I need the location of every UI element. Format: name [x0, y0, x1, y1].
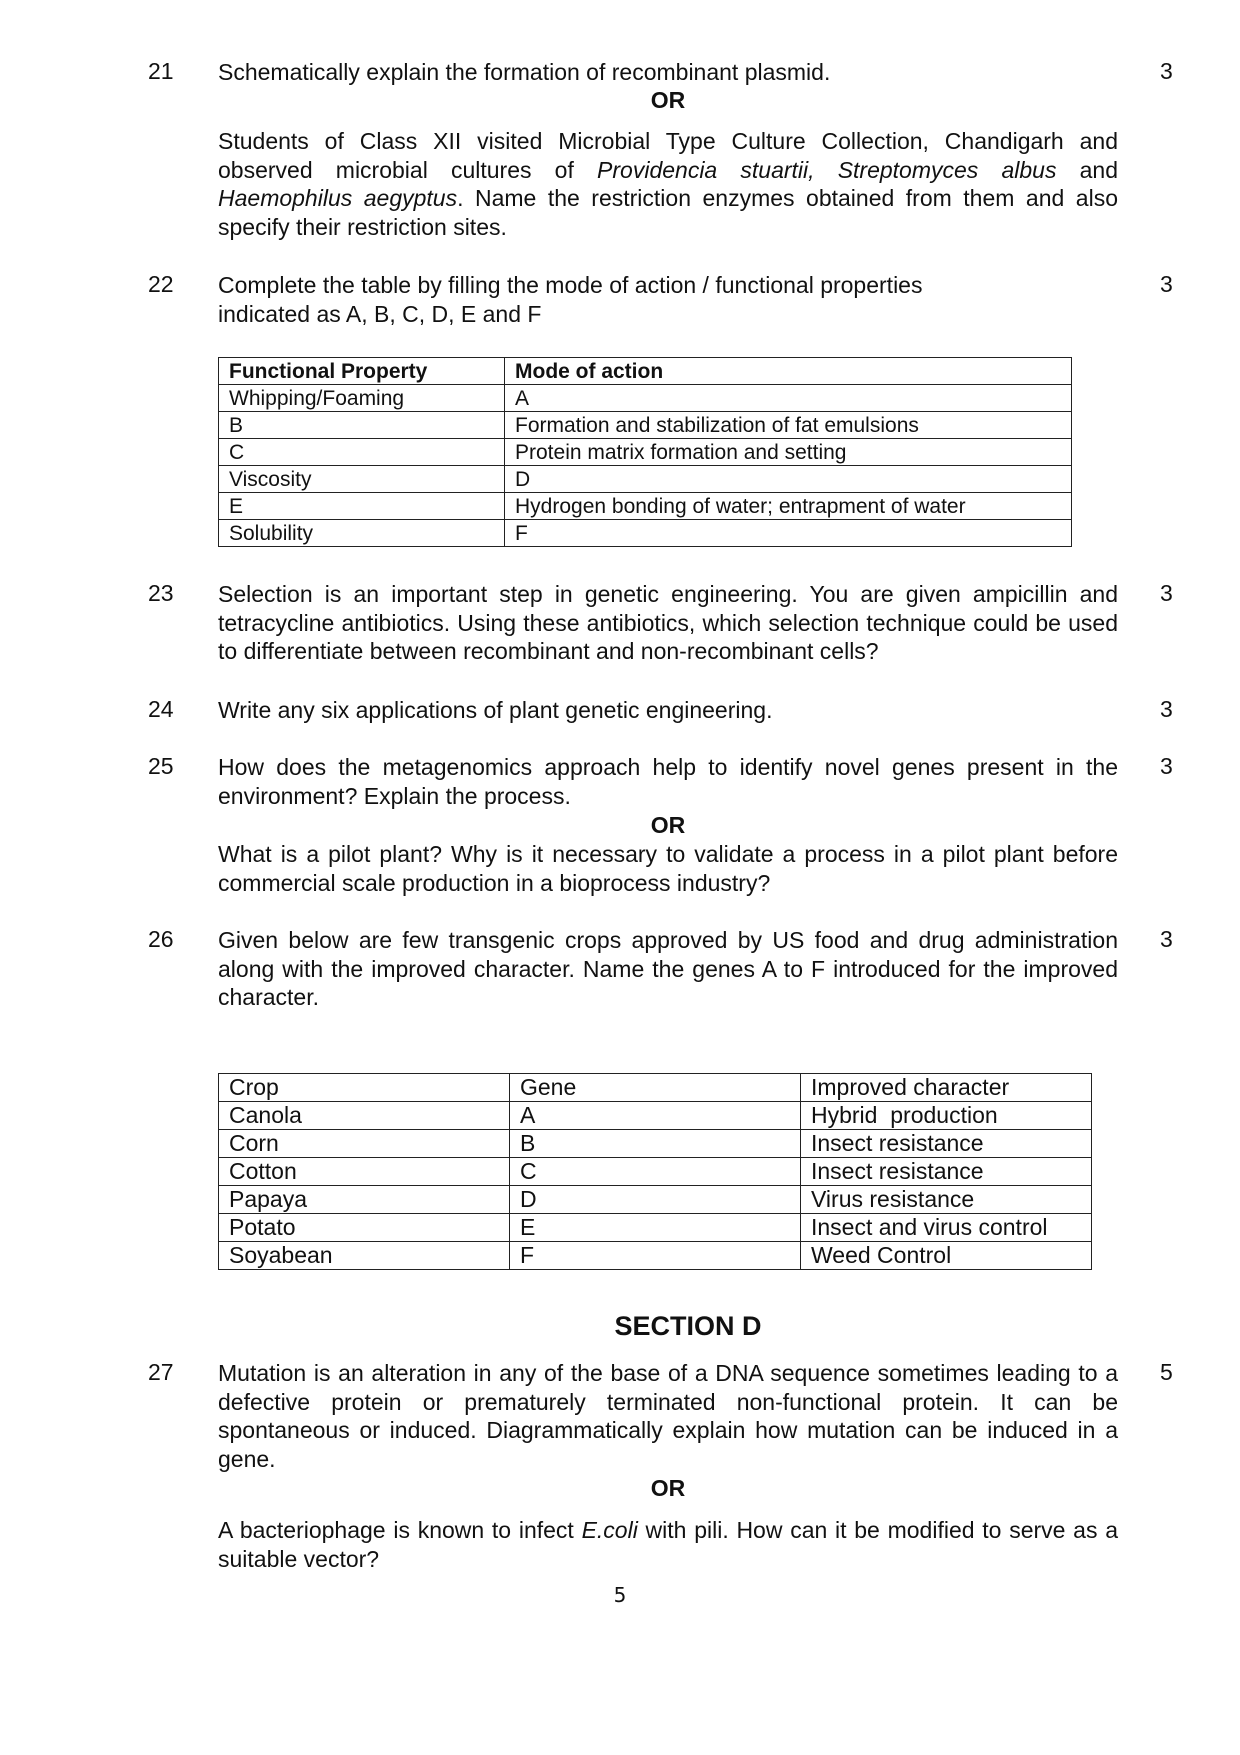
- table-cell: D: [505, 466, 1072, 493]
- table-row: [219, 1242, 1092, 1270]
- table-cell: Soyabean: [219, 1242, 510, 1270]
- question-marks: 5: [1160, 1359, 1173, 1385]
- table-cell: Hybrid production: [801, 1102, 1092, 1130]
- question-number: 24: [148, 696, 174, 722]
- table-cell: Hydrogen bonding of water; entrapment of water: [505, 493, 1072, 520]
- table-cell: E: [219, 493, 505, 520]
- species-name: E.coli: [581, 1517, 638, 1543]
- question-number: 22: [148, 271, 174, 297]
- question-number: 26: [148, 926, 174, 952]
- table-header-row: [219, 358, 1072, 385]
- table-row: [219, 439, 1072, 466]
- text-segment: . Name the restriction enzymes obtained from them and also specify their restriction sites.: [218, 185, 1118, 240]
- question-alternative-text: What is a pilot plant? Why is it necessary to validate a process in a pilot plant before commercial scale production in a bioprocess industry?: [218, 841, 1118, 896]
- table-row: [219, 1214, 1092, 1242]
- text-segment: Students of Class XII visited Microbial Type Culture Collection, Chandigarh and observed microbial cultures of: [218, 128, 1118, 183]
- table-cell: Whipping/Foaming: [219, 385, 505, 412]
- question-marks: 3: [1160, 580, 1173, 606]
- table-cell: Solubility: [219, 520, 505, 547]
- table-cell: Canola: [219, 1102, 510, 1130]
- page-number: 5: [613, 1583, 627, 1607]
- table-cell: Insect resistance: [801, 1158, 1092, 1186]
- table-cell: C: [219, 439, 505, 466]
- table-cell: Insect and virus control: [801, 1214, 1092, 1242]
- or-label: OR: [650, 87, 686, 113]
- table-cell: Papaya: [219, 1186, 510, 1214]
- question-text: Given below are few transgenic crops approved by US food and drug administration along with the improved character. Name the genes A to F introduced for the improved character.: [218, 927, 1118, 1010]
- table-cell: A: [505, 385, 1072, 412]
- table-cell: F: [510, 1242, 801, 1270]
- question-marks: 3: [1160, 926, 1173, 952]
- text-segment: with pili. How can it be modified to serve as a suitable vector?: [218, 1517, 1118, 1572]
- or-label: OR: [650, 812, 686, 838]
- table-row: [219, 520, 1072, 547]
- question-text: Complete the table by filling the mode of action / functional properties indicated as A, B, C, D, E and F: [218, 272, 923, 327]
- table-cell: Weed Control: [801, 1242, 1092, 1270]
- table-header-cell: Gene: [510, 1074, 801, 1102]
- table-row: [219, 1130, 1092, 1158]
- table-cell: A: [510, 1102, 801, 1130]
- table-cell: Formation and stabilization of fat emulsions: [505, 412, 1072, 439]
- table-header-cell: Crop: [219, 1074, 510, 1102]
- table-header-cell: Functional Property: [219, 358, 505, 385]
- question-marks: 3: [1160, 753, 1173, 779]
- question-text: How does the metagenomics approach help to identify novel genes present in the environment? Explain the process.: [218, 754, 1118, 809]
- text-segment: A bacteriophage is known to infect: [218, 1517, 582, 1543]
- table-cell: B: [510, 1130, 801, 1158]
- table-cell: F: [505, 520, 1072, 547]
- transgenic-crops-table: [218, 1073, 1092, 1270]
- table-row: [219, 493, 1072, 520]
- table-cell: Protein matrix formation and setting: [505, 439, 1072, 466]
- table-cell: Potato: [219, 1214, 510, 1242]
- or-label: OR: [650, 1475, 686, 1501]
- functional-property-table: [218, 357, 1072, 547]
- table-row: [219, 385, 1072, 412]
- table-row: [219, 412, 1072, 439]
- species-name: Haemophilus aegyptus: [218, 185, 458, 211]
- table-row: [219, 1102, 1092, 1130]
- question-alternative-text: [218, 127, 1118, 241]
- table-cell: Cotton: [219, 1158, 510, 1186]
- table-cell: Corn: [219, 1130, 510, 1158]
- table-row: [219, 1186, 1092, 1214]
- question-text: Selection is an important step in genetic engineering. You are given ampicillin and tetracycline antibiotics. Using these antibiotics, which selection technique could be used to differentiate between recombinant and non-recombinant cells?: [218, 581, 1118, 664]
- question-number: 25: [148, 753, 174, 779]
- question-marks: 3: [1160, 58, 1173, 84]
- question-number: 23: [148, 580, 174, 606]
- question-number: 21: [148, 58, 174, 84]
- table-row: [219, 1158, 1092, 1186]
- table-cell: Virus resistance: [801, 1186, 1092, 1214]
- table-cell: Insect resistance: [801, 1130, 1092, 1158]
- table-cell: E: [510, 1214, 801, 1242]
- text-segment: and: [1056, 156, 1119, 183]
- question-marks: 3: [1160, 271, 1173, 297]
- question-alternative-text: [218, 1516, 1118, 1573]
- table-cell: B: [219, 412, 505, 439]
- species-names: Providencia stuartii, Streptomyces albus: [597, 156, 1057, 183]
- table-header-cell: Mode of action: [505, 358, 1072, 385]
- table-cell: D: [510, 1186, 801, 1214]
- table-cell: Viscosity: [219, 466, 505, 493]
- question-text: Mutation is an alteration in any of the base of a DNA sequence sometimes leading to a defective protein or prematurely terminated non-functional protein. It can be spontaneous or induced. Diagrammatically explain how mutation can be induced in a gene.: [218, 1360, 1118, 1472]
- question-text: Schematically explain the formation of recombinant plasmid.: [218, 59, 831, 85]
- question-text: Write any six applications of plant genetic engineering.: [218, 697, 773, 723]
- table-row: [219, 466, 1072, 493]
- table-header-cell: Improved character: [801, 1074, 1092, 1102]
- section-heading: SECTION D: [614, 1311, 762, 1341]
- question-number: 27: [148, 1359, 174, 1385]
- question-marks: 3: [1160, 696, 1173, 722]
- table-header-row: [219, 1074, 1092, 1102]
- table-cell: C: [510, 1158, 801, 1186]
